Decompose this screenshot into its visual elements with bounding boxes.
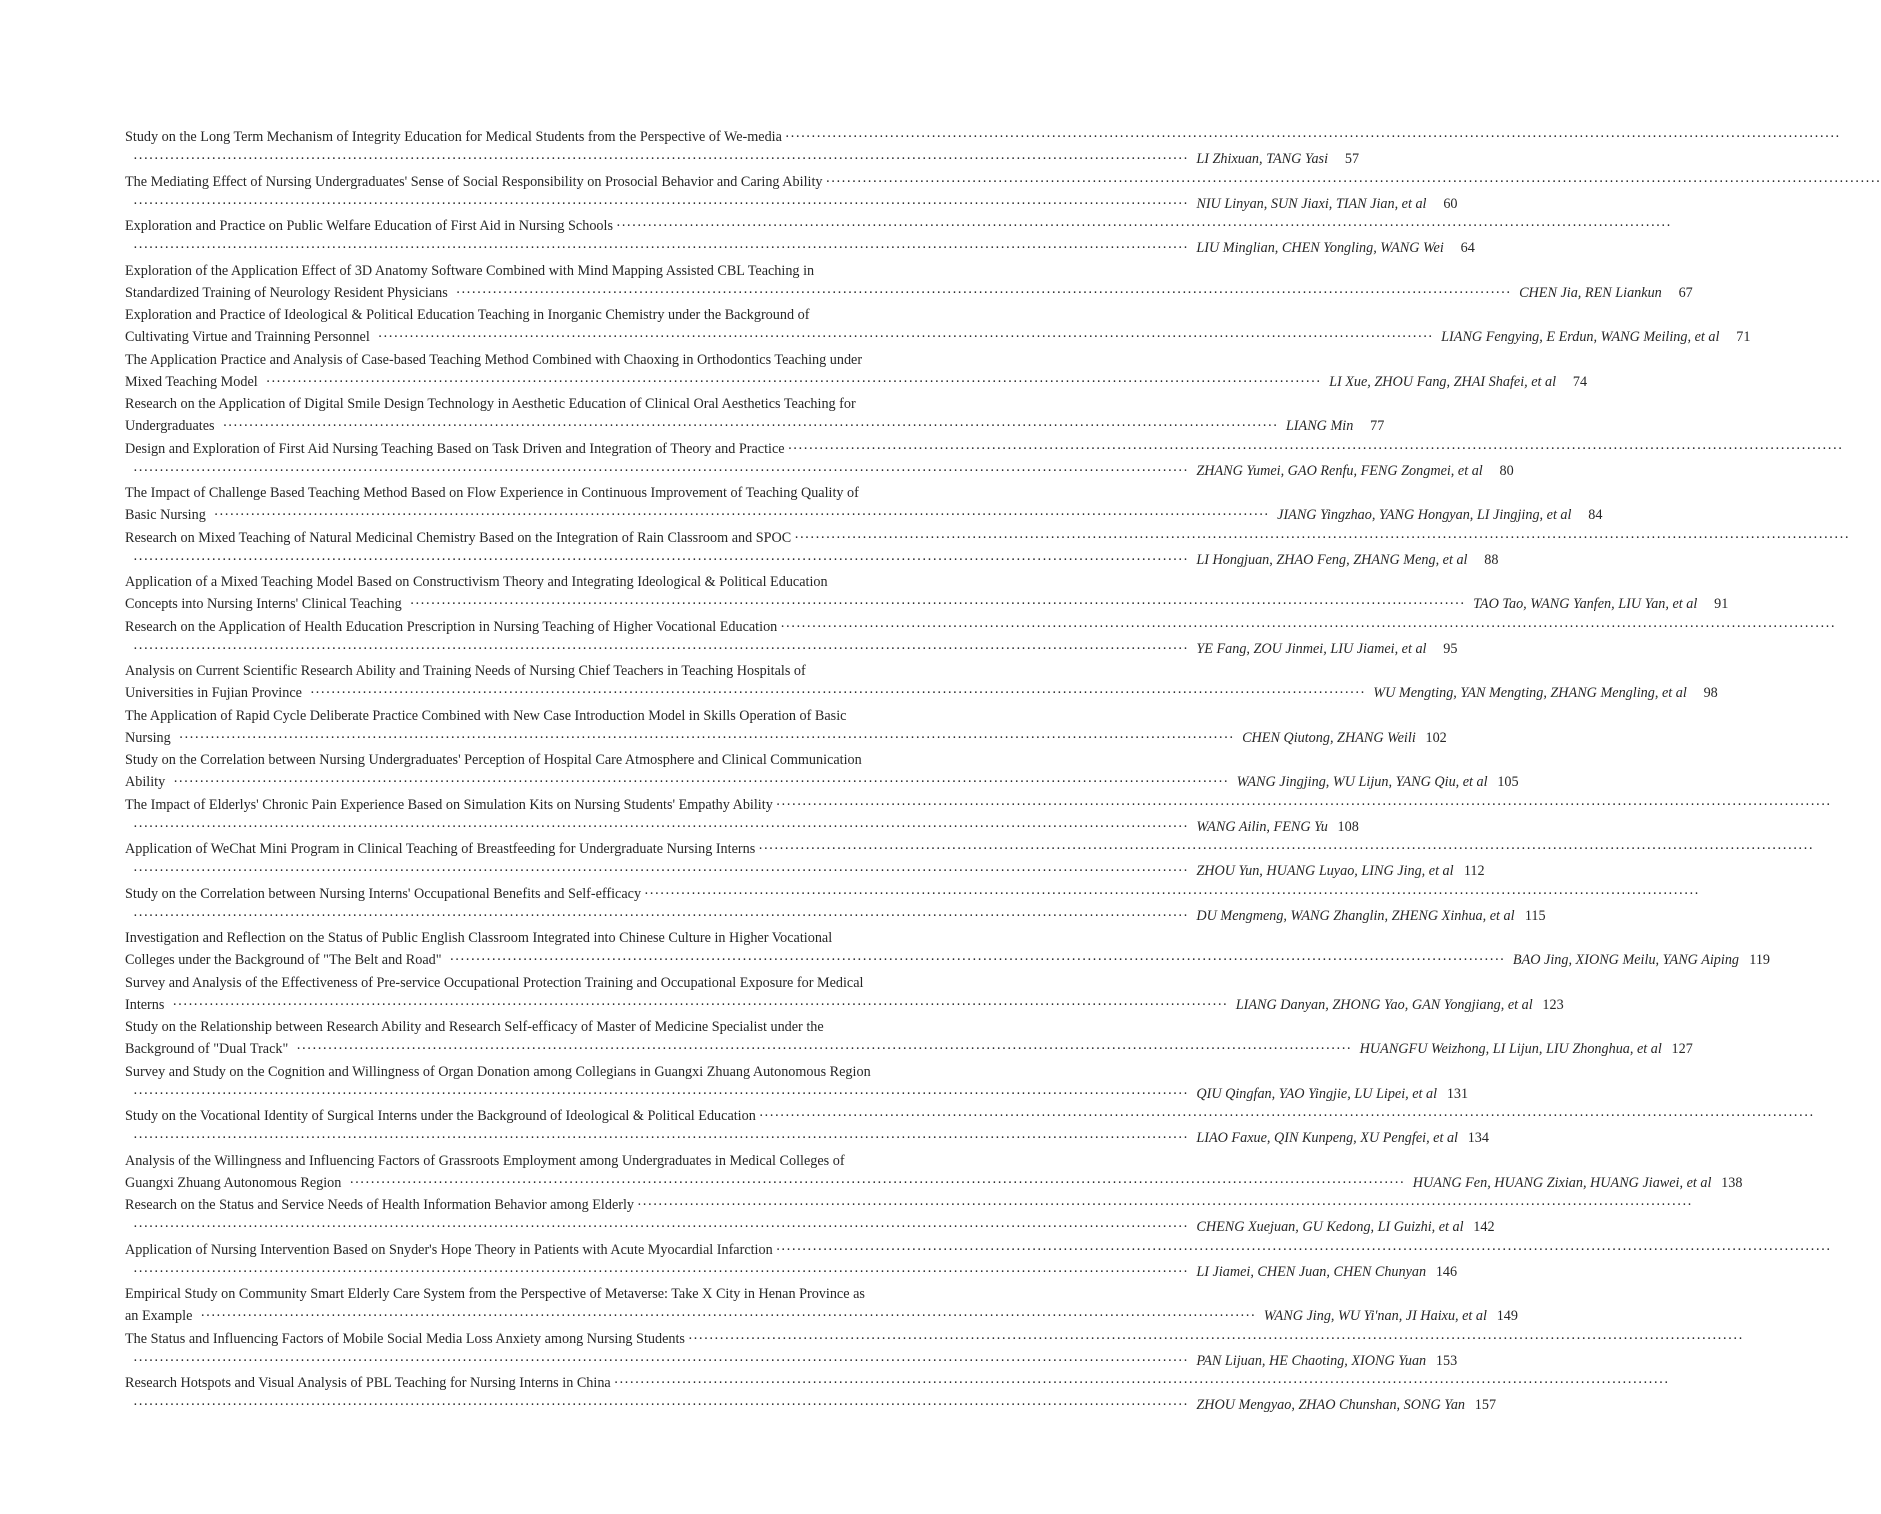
entry-page-number: 98 <box>1703 685 1718 702</box>
entry-title: Study on the Long Term Mechanism of Integrity Education for Medical Students from the Perspective of We-media <box>125 129 782 145</box>
entry-authors: WANG Jingjing, WU Lijun, YANG Qiu, et al <box>1236 774 1488 791</box>
toc-entry[interactable] <box>125 304 1751 349</box>
entry-authors: QIU Qingfan, YAO Yingjie, LU Lipei, et al <box>1196 1085 1438 1102</box>
toc-entry[interactable] <box>125 660 1718 705</box>
entry-page-number: 131 <box>1446 1085 1469 1102</box>
entry-authors: WANG Ailin, FENG Yu <box>1196 818 1328 835</box>
dot-leader: ·········································································································································································································· <box>173 774 1229 791</box>
entry-authors: LIANG Fengying, E Erdun, WANG Meiling, et al <box>1441 329 1720 346</box>
dot-leader: ·········································································································································································································· <box>133 462 1189 479</box>
entry-page-number: 149 <box>1496 1308 1518 1325</box>
toc-entry[interactable] <box>125 349 1588 394</box>
entry-authors: CHEN Qiutong, ZHANG Weili <box>1242 729 1416 746</box>
dot-leader: ·········································································································································································································· <box>775 796 1832 813</box>
entry-title-continued: Undergraduates <box>125 418 215 435</box>
entry-page-number: 88 <box>1484 551 1499 568</box>
entry-title-continued: Mixed Teaching Model <box>125 373 258 390</box>
entry-title: Analysis of the Willingness and Influencing Factors of Grassroots Employment among Undergraduates in Medical Colleges of <box>125 1152 845 1169</box>
entry-title-continued: Interns <box>125 996 165 1013</box>
entry-title-continued: Background of "Dual Track" <box>125 1041 289 1058</box>
entry-authors: TAO Tao, WANG Yanfen, LIU Yan, et al <box>1473 596 1698 613</box>
entry-authors: LI Zhixuan, TANG Yasi <box>1196 151 1329 168</box>
toc-entry[interactable] <box>125 927 1771 972</box>
dot-leader: ·········································································································································································································· <box>133 151 1189 168</box>
dot-leader: ·········································································································································································································· <box>133 640 1189 657</box>
dot-leader: ·········································································································································································································· <box>784 129 1841 145</box>
toc-entry[interactable] <box>125 260 1693 305</box>
entry-authors: BAO Jing, XIONG Meilu, YANG Aiping <box>1512 952 1740 969</box>
dot-leader: ·········································································································································································································· <box>133 1219 1189 1236</box>
entry-title: Research on the Application of Health Education Prescription in Nursing Teaching of Higher Vocational Education <box>125 618 778 635</box>
dot-leader: ·········································································································································································································· <box>825 173 1881 190</box>
entry-authors: ZHOU Mengyao, ZHAO Chunshan, SONG Yan <box>1196 1397 1466 1414</box>
entry-title: Survey and Study on the Cognition and Willingness of Organ Donation among Collegians in Guangxi Zhuang Autonomous Region <box>125 1063 871 1080</box>
toc-entry[interactable] <box>125 527 1850 572</box>
dot-leader: ·········································································································································································································· <box>687 1330 1744 1347</box>
entry-authors: WU Mengting, YAN Mengting, ZHANG Mengling, et al <box>1373 685 1687 702</box>
dot-leader: ·········································································································································································································· <box>296 1041 1352 1058</box>
toc-entry[interactable] <box>125 749 1519 794</box>
entry-title-continued: Guangxi Zhuang Autonomous Region <box>125 1174 342 1191</box>
entry-title: Study on the Correlation between Nursing Undergraduates' Perception of Hospital Care Atmosphere and Clinical Communication <box>125 752 862 768</box>
entry-title-continued: Concepts into Nursing Interns' Clinical Teaching <box>125 596 402 613</box>
dot-leader: ·········································································································································································································· <box>637 1197 1693 1213</box>
dot-leader: ·········································································································································································································· <box>449 952 1505 969</box>
entry-title: The Impact of Elderlys' Chronic Pain Experience Based on Simulation Kits on Nursing Students' Empathy Ability <box>125 796 773 813</box>
toc-entry[interactable] <box>125 171 1881 216</box>
toc-entry[interactable] <box>125 1150 1743 1195</box>
dot-leader: ·········································································································································································································· <box>455 284 1512 301</box>
dot-leader: ·········································································································································································································· <box>787 440 1843 457</box>
toc-entry[interactable] <box>125 215 1672 260</box>
entry-authors: ZHANG Yumei, GAO Renfu, FENG Zongmei, et al <box>1196 462 1483 479</box>
entry-page-number: 153 <box>1435 1352 1458 1369</box>
entry-page-number: 84 <box>1588 507 1603 524</box>
entry-page-number: 108 <box>1337 818 1359 835</box>
dot-leader: ·········································································································································································································· <box>133 818 1189 835</box>
entry-title-continued: Cultivating Virtue and Trainning Personnel <box>125 329 370 346</box>
entry-title: Study on the Correlation between Nursing Interns' Occupational Benefits and Self-efficacy <box>125 885 642 902</box>
entry-title: Research on the Application of Digital Smile Design Technology in Aesthetic Education of Clinical Oral Aesthetics Teaching for <box>125 396 856 412</box>
toc-entry[interactable] <box>125 438 1843 483</box>
dot-leader: ·········································································································································································································· <box>615 218 1672 234</box>
entry-authors: YE Fang, ZOU Jinmei, LIU Jiamei, et al <box>1196 640 1427 657</box>
dot-leader: ·········································································································································································································· <box>133 1085 1189 1102</box>
toc-entry[interactable] <box>125 616 1836 661</box>
dot-leader: ·········································································································································································································· <box>265 373 1322 390</box>
dot-leader: ·········································································································································································································· <box>775 1241 1832 1258</box>
dot-leader: ·········································································································································································································· <box>213 507 1270 524</box>
entry-authors: LIAO Faxue, QIN Kunpeng, XU Pengfei, et al <box>1196 1130 1458 1147</box>
dot-leader: ·········································································································································································································· <box>133 1130 1189 1147</box>
entry-title-continued: Basic Nursing <box>125 507 206 524</box>
dot-leader: ·········································································································································································································· <box>309 685 1366 702</box>
entry-page-number: 123 <box>1542 996 1564 1013</box>
dot-leader: ·········································································································································································································· <box>222 418 1278 435</box>
entry-page-number: 157 <box>1474 1397 1497 1414</box>
dot-leader: ·········································································································································································································· <box>133 240 1189 257</box>
entry-authors: CHEN Jia, REN Liankun <box>1519 284 1662 301</box>
entry-authors: WANG Jing, WU Yi'nan, JI Haixu, et al <box>1263 1308 1487 1325</box>
entry-authors: LIANG Min <box>1285 418 1354 435</box>
dot-leader: ·········································································································································································································· <box>200 1308 1256 1325</box>
dot-leader: ·········································································································································································································· <box>644 885 1700 902</box>
dot-leader: ·········································································································································································································· <box>178 729 1235 746</box>
toc-entry[interactable] <box>125 1016 1693 1061</box>
toc-entry[interactable] <box>125 1061 1469 1106</box>
entry-authors: JIANG Yingzhao, YANG Hongyan, LI Jingjing, et al <box>1277 507 1572 524</box>
entry-page-number: 60 <box>1443 195 1458 212</box>
entry-page-number: 146 <box>1435 1263 1458 1280</box>
entry-page-number: 71 <box>1736 329 1751 346</box>
entry-page-number: 74 <box>1572 373 1588 390</box>
entry-page-number: 119 <box>1749 952 1771 969</box>
dot-leader: ·········································································································································································································· <box>780 618 1836 635</box>
toc-entry[interactable] <box>125 1372 1670 1417</box>
dot-leader: ·········································································································································································································· <box>133 1263 1189 1280</box>
toc-entry[interactable] <box>125 972 1564 1017</box>
dot-leader: ·········································································································································································································· <box>349 1174 1405 1191</box>
toc-entry[interactable] <box>125 1328 1744 1373</box>
toc-entry[interactable] <box>125 1194 1693 1239</box>
entry-authors: HUANG Fen, HUANG Zixian, HUANG Jiawei, et al <box>1412 1174 1712 1191</box>
entry-page-number: 142 <box>1473 1219 1495 1236</box>
dot-leader: ·········································································································································································································· <box>172 996 1228 1013</box>
entry-authors: PAN Lijuan, HE Chaoting, XIONG Yuan <box>1196 1352 1427 1369</box>
entry-title: Application of Nursing Intervention Based on Snyder's Hope Theory in Patients with Acute Myocardial Infarction <box>125 1241 773 1258</box>
toc-entry[interactable] <box>125 838 1814 883</box>
entry-title-continued: Standardized Training of Neurology Resident Physicians <box>125 284 448 301</box>
dot-leader: ·········································································································································································································· <box>409 596 1466 613</box>
entry-title-continued: an Example <box>125 1308 193 1325</box>
entry-authors: LI Jiamei, CHEN Juan, CHEN Chunyan <box>1196 1263 1427 1280</box>
dot-leader: ·········································································································································································································· <box>133 863 1189 880</box>
entry-title: The Application Practice and Analysis of Case-based Teaching Method Combined with Chaoxing in Orthodontics Teaching under <box>125 351 863 368</box>
entry-title: Analysis on Current Scientific Research Ability and Training Needs of Nursing Chief Teachers in Teaching Hospitals of <box>125 663 806 679</box>
toc-entry[interactable] <box>125 126 1841 171</box>
dot-leader: ·········································································································································································································· <box>794 529 1850 546</box>
entry-title: Design and Exploration of First Aid Nursing Teaching Based on Task Driven and Integration of Theory and Practice <box>125 440 785 457</box>
table-of-contents <box>125 126 1881 1417</box>
dot-leader: ·········································································································································································································· <box>133 1397 1189 1414</box>
entry-title: Exploration of the Application Effect of 3D Anatomy Software Combined with Mind Mapping Assisted CBL Teaching in <box>125 262 815 279</box>
entry-authors: NIU Linyan, SUN Jiaxi, TIAN Jian, et al <box>1196 195 1427 212</box>
entry-authors: LIU Minglian, CHEN Yongling, WANG Wei <box>1196 240 1444 257</box>
entry-authors: LI Xue, ZHOU Fang, ZHAI Shafei, et al <box>1329 373 1557 390</box>
entry-authors: HUANGFU Weizhong, LI Lijun, LIU Zhonghua, et al <box>1359 1041 1662 1058</box>
entry-title-continued: Universities in Fujian Province <box>125 685 302 702</box>
entry-page-number: 80 <box>1499 462 1514 479</box>
entry-title: The Impact of Challenge Based Teaching Method Based on Flow Experience in Continuous Improvement of Teaching Quality of <box>125 485 859 501</box>
entry-authors: CHENG Xuejuan, GU Kedong, LI Guizhi, et al <box>1196 1219 1464 1236</box>
dot-leader: ·········································································································································································································· <box>133 1352 1189 1369</box>
entry-title-continued: Colleges under the Background of "The Belt and Road" <box>125 952 442 969</box>
entry-page-number: 91 <box>1714 596 1729 613</box>
dot-leader: ·········································································································································································································· <box>133 195 1189 212</box>
entry-authors: DU Mengmeng, WANG Zhanglin, ZHENG Xinhua, et al <box>1196 907 1515 924</box>
entry-title: Research on the Status and Service Needs of Health Information Behavior among Elderly <box>125 1197 635 1213</box>
toc-entry[interactable] <box>125 1105 1815 1150</box>
entry-title-continued: Nursing <box>125 729 171 746</box>
entry-title: Survey and Analysis of the Effectiveness of Pre-service Occupational Protection Training and Occupational Exposure for Medical <box>125 974 864 991</box>
toc-entry[interactable] <box>125 393 1385 438</box>
entry-title: Research on Mixed Teaching of Natural Medicinal Chemistry Based on the Integration of Rain Classroom and SPOC <box>125 529 792 546</box>
dot-leader: ·········································································································································································································· <box>377 329 1434 346</box>
entry-title: Empirical Study on Community Smart Elderly Care System from the Perspective of Metaverse: Take X City in Henan Province as <box>125 1286 865 1302</box>
entry-title: Study on the Relationship between Research Ability and Research Self-efficacy of Master of Medicine Specialist under the <box>125 1019 824 1035</box>
toc-entry[interactable] <box>125 794 1832 839</box>
entry-title: The Mediating Effect of Nursing Undergraduates' Sense of Social Responsibility on Prosocial Behavior and Caring Ability <box>125 173 823 190</box>
entry-page-number: 115 <box>1524 907 1546 924</box>
entry-title: Application of a Mixed Teaching Model Based on Constructivism Theory and Integrating Ideological & Political Education <box>125 574 828 590</box>
toc-entry[interactable] <box>125 571 1729 616</box>
dot-leader: ·········································································································································································································· <box>133 907 1189 924</box>
entry-title: Application of WeChat Mini Program in Clinical Teaching of Breastfeeding for Undergraduate Nursing Interns <box>125 841 756 857</box>
toc-entry[interactable] <box>125 482 1603 527</box>
entry-page-number: 77 <box>1370 418 1385 435</box>
entry-title: The Application of Rapid Cycle Deliberate Practice Combined with New Case Introduction Model in Skills Operation of Basic <box>125 707 847 724</box>
entry-page-number: 112 <box>1463 863 1485 880</box>
entry-authors: LIANG Danyan, ZHONG Yao, GAN Yongjiang, et al <box>1235 996 1533 1013</box>
entry-page-number: 102 <box>1425 729 1447 746</box>
toc-entry[interactable] <box>125 1283 1518 1328</box>
entry-page-number: 127 <box>1671 1041 1693 1058</box>
entry-page-number: 95 <box>1443 640 1458 657</box>
entry-page-number: 67 <box>1678 284 1693 301</box>
entry-title: Exploration and Practice of Ideological & Political Education Teaching in Inorganic Chemistry under the Background of <box>125 307 810 323</box>
dot-leader: ·········································································································································································································· <box>758 841 1814 857</box>
toc-entry[interactable] <box>125 883 1700 928</box>
dot-leader: ·········································································································································································································· <box>133 551 1189 568</box>
entry-authors: ZHOU Yun, HUANG Luyao, LING Jing, et al <box>1196 863 1454 880</box>
entry-page-number: 64 <box>1460 240 1475 257</box>
entry-page-number: 57 <box>1344 151 1360 168</box>
dot-leader: ·········································································································································································································· <box>758 1108 1815 1124</box>
entry-title: Research Hotspots and Visual Analysis of PBL Teaching for Nursing Interns in China <box>125 1375 611 1391</box>
dot-leader: ·········································································································································································································· <box>613 1375 1670 1391</box>
entry-authors: LI Hongjuan, ZHAO Feng, ZHANG Meng, et al <box>1196 551 1468 568</box>
entry-title: The Status and Influencing Factors of Mobile Social Media Loss Anxiety among Nursing Students <box>125 1330 685 1347</box>
entry-title: Study on the Vocational Identity of Surgical Interns under the Background of Ideological & Political Education <box>125 1108 756 1124</box>
toc-entry[interactable] <box>125 705 1447 750</box>
entry-page-number: 105 <box>1497 774 1519 791</box>
entry-page-number: 138 <box>1721 1174 1743 1191</box>
entry-title: Investigation and Reflection on the Status of Public English Classroom Integrated into Chinese Culture in Higher Vocational <box>125 930 833 946</box>
entry-title-continued: Ability <box>125 774 166 791</box>
entry-title: Exploration and Practice on Public Welfare Education of First Aid in Nursing Schools <box>125 218 613 234</box>
entry-page-number: 134 <box>1467 1130 1489 1147</box>
toc-entry[interactable] <box>125 1239 1832 1284</box>
